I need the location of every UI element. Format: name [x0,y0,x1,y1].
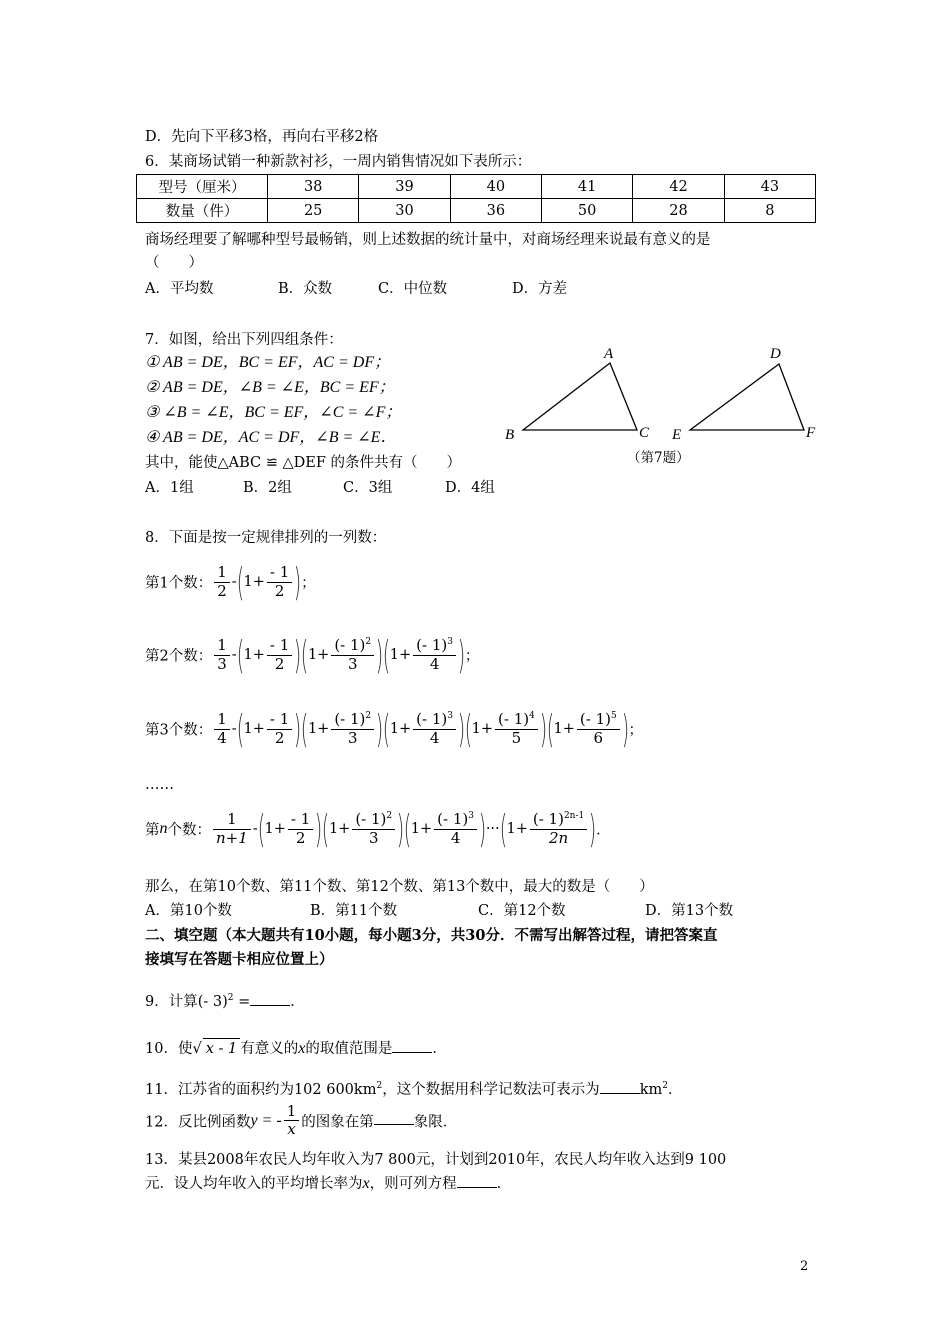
q5-option-d: D．先向下平移3格，再向右平移2格 [145,129,379,145]
seq-item-n: 第n个数： $\frac{1}{n+1}$ -(1+ $\frac{- 1}{2}$ )(1+ $\frac{(- 1)^2}{3}$ )(1+ $\frac{(- 1)^3}{4}$ )···(1+ $\frac{(- 1)^{2n-1}}{2n}$ )． [145,807,611,851]
q6-option-c: C．中位数 [378,281,448,297]
q8-option-c: C．第12个数 [478,903,566,919]
q7-condition-1: ① AB = DE，BC = EF，AC = DF； [145,354,391,371]
answer-blank [600,1079,640,1094]
size-cell: 38 [268,175,359,199]
q7-option-b: B．2组 [243,480,292,496]
q10: 10．使√ x - 1 有意义的x的取值范围是 ． [145,1040,447,1057]
seq-3-label: 第3个数： [145,722,213,739]
count-cell: 25 [268,199,359,223]
count-cell: 8 [724,199,815,223]
q8-option-b: B．第11个数 [310,903,398,919]
seq-1-label: 第1个数： [145,575,213,592]
vertex-b-label: B [505,427,515,443]
seq-n-label-pre: 第 [145,822,160,839]
q6-option-a: A．平均数 [145,281,214,297]
seq-n-var: n [159,820,168,837]
size-cell: 40 [450,175,541,199]
seq-item-3: 第3个数： $\frac{1}{4}$ -(1+ $\frac{- 1}{2}$ )(1+ $\frac{(- 1)^2}{3}$ )(1+ $\frac{(- 1)^3}{4}$ )(1+ $\frac{(- 1)^4}{5}$ )(1+ $\frac{(- 1)^5}{6}$ )； [145,707,644,751]
seq-item-1: 第1个数： $\frac{1}{2}$ -(1+ $\frac{- 1}{2}$ )； [145,560,316,604]
q7-condition-2: ② AB = DE，∠B = ∠E，BC = EF； [145,379,395,396]
q12: 12．反比例函数y = - $\frac{1}{x}$ 的图象在第 象限． [145,1102,458,1139]
q7-option-d: D．4组 [445,480,495,496]
triangle-abc [523,363,637,430]
q13-line1: 13．某县2008年农民人均年收入为7 800元，计划到2010年，农民人均年收入达到9 100 [145,1152,727,1168]
size-cell: 41 [541,175,632,199]
vertex-e-label: E [672,427,682,443]
section2-title-line2: 接填写在答题卡相应位置上） [145,951,334,968]
vertex-f-label: F [806,425,816,441]
q8-option-d: D．第13个数 [645,903,734,919]
answer-blank [250,991,290,1006]
count-cell: 36 [450,199,541,223]
q8-options [145,901,734,921]
vertex-c-label: C [639,425,650,441]
row2-label: 数量（件） [137,199,268,223]
q8-ask: 那么，在第10个数、第11个数、第12个数、第13个数中，最大的数是（ ） [145,879,654,895]
q6-question: 商场经理要了解哪种型号最畅销，则上述数据的统计量中，对商场经理来说最有意义的是 [145,232,711,248]
answer-blank [457,1173,497,1188]
seq-item-2: 第2个数： $\frac{1}{3}$ -(1+ $\frac{- 1}{2}$ )(1+ $\frac{(- 1)^2}{3}$ )(1+ $\frac{(- 1)^3}{4}$ )； [145,633,480,677]
q6-option-d: D．方差 [512,281,568,297]
section2-title-line1: 二、填空题（本大题共有10小题，每小题3分，共30分．不需写出解答过程，请把答案直 [145,927,718,944]
vertex-d-label: D [770,346,781,362]
sales-table [136,174,816,223]
q6-answer-paren: （ ） [145,255,203,271]
page-number: 2 [800,1259,809,1274]
table-row-sizes [137,175,816,199]
row1-label: 型号（厘米） [137,175,268,199]
vertex-a-label: A [604,346,614,362]
answer-blank [374,1110,414,1125]
q7-options [145,478,495,498]
q11: 11．江苏省的面积约为102 $600km^2$，这个数据用科学记数法可表示为 $km^2$． [145,1076,682,1100]
q13-line2: 元．设人均年收入的平均增长率为x，则可列方程 ． [145,1175,512,1192]
seq-2-label: 第2个数： [145,648,213,665]
seq-n-label-post: 个数： [167,822,211,839]
table-row-counts [137,199,816,223]
size-cell: 39 [359,175,450,199]
answer-blank [392,1038,432,1053]
count-cell: 30 [359,199,450,223]
q6-option-b: B．众数 [278,281,333,297]
triangles-figure [500,340,830,475]
q6-options [145,279,568,299]
count-cell: 28 [633,199,724,223]
count-cell: 50 [541,199,632,223]
q7-condition-3: ③ ∠B = ∠E，BC = EF，∠C = ∠F； [145,404,402,421]
size-cell: 43 [724,175,815,199]
q8-stem: 8．下面是按一定规律排列的一列数： [145,530,387,546]
seq-ellipsis: …… [145,777,174,793]
q8-option-a: A．第10个数 [145,903,232,919]
triangle-def [690,364,804,430]
size-cell: 42 [633,175,724,199]
q7-ask: 其中，能使△ABC ≌ △DEF 的条件共有（ ） [145,455,462,471]
q6-stem: 6．某商场试销一种新款衬衫，一周内销售情况如下表所示： [145,154,532,170]
figure-caption: （第7题） [627,450,690,466]
q7-condition-4: ④ AB = DE，AC = DF，∠B = ∠E． [145,429,397,446]
q7-stem: 7．如图，给出下列四组条件： [145,332,343,348]
q9: 9．计算(- 3)$^2$ = ． [145,988,305,1012]
q7-option-a: A．1组 [145,480,194,496]
q7-option-c: C．3组 [343,480,393,496]
